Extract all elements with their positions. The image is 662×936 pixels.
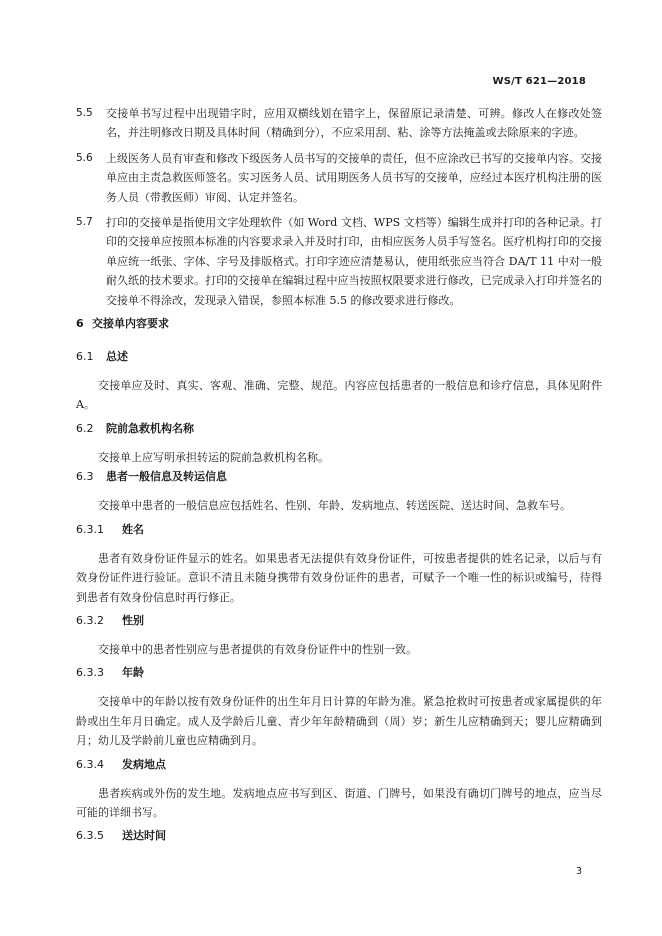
section-6-heading (76, 316, 602, 332)
heading-6-2 (76, 421, 602, 437)
heading-6-3 (76, 469, 602, 485)
heading-title: 性别 (122, 613, 144, 627)
paragraph-6-3-4: 患者疾病或外伤的发生地。发病地点应书写到区、街道、门牌号，如果没有确切门牌号的地点，应当尽可能的详细书写。 (76, 786, 602, 819)
heading-title: 院前急救机构名称 (106, 421, 194, 435)
section-title: 交接单内容要求 (92, 317, 169, 331)
paragraph-6-3-1: 患者有效身份证件显示的姓名。如果患者无法提供有效身份证件，可按患者提供的姓名记录，以后与有效身份证件进行验证。意识不清且未随身携带有效身份证件的患者，可赋予一个唯一性的标识或编号，待得到患者有效身份信息时再行修正。 (76, 551, 602, 604)
heading-number: 6.3.1 (76, 522, 104, 536)
paragraph-6-3-3: 交接单中的年龄以按有效身份证件的出生年月日计算的年龄为准。紧急抢救时可按患者或家属提供的年龄或出生年月日确定。成人及学龄后儿童、青少年年龄精确到（周）岁；新生儿应精确到天；婴儿应精确到月；幼儿及学龄前儿童也应精确到月。 (76, 695, 602, 748)
heading-title: 发病地点 (122, 757, 166, 771)
heading-title: 总述 (106, 350, 128, 364)
clause-text: 交接单书写过程中出现错字时，应用双横线划在错字上，保留原记录清楚、可辨。修改人在修改处签名，并注明修改日期及具体时间（精确到分），不应采用刮、粘、涂等方法掩盖或去除原来的字迹。 (106, 107, 602, 140)
heading-number: 6.3 (76, 470, 94, 484)
paragraph-6-3-2: 交接单中的患者性别应与患者提供的有效身份证件中的性别一致。 (98, 642, 417, 656)
standard-code: WS/T 621—2018 (492, 76, 586, 87)
paragraph-6-2: 交接单上应写明承担转运的院前急救机构名称。 (98, 450, 329, 464)
heading-number: 6.2 (76, 421, 94, 435)
heading-6-3-4 (76, 757, 602, 773)
clause-text: 打印的交接单是指使用文字处理软件（如 Word 文档、WPS 文档等）编辑生成并打印的各种记录。打印的交接单应按照本标准的内容要求录入并及时打印，由相应医务人员手写签名。医疗机构打印的交接单应统一纸张、字体、字号及排版格式。打印字迹应清楚易认，使用纸张应当符合 DA/T 11 中对一般耐久纸的技术要求。打印的交接单在编辑过程中应当按照权限要求进行修改，已完成录入打印并签名的交接单不得涂改，发现录入错误，参照本标准 5.5 的修改要求进行修改。 (106, 216, 602, 307)
heading-number: 6.3.5 (76, 829, 104, 843)
heading-6-3-2 (76, 613, 602, 629)
clause-5-5 (76, 104, 602, 143)
heading-6-3-3 (76, 665, 602, 681)
paragraph-6-3: 交接单中患者的一般信息应包括姓名、性别、年龄、发病地点、转送医院、送达时间、急救车号。 (98, 499, 571, 513)
heading-title: 姓名 (122, 522, 144, 536)
heading-number: 6.1 (76, 350, 94, 364)
heading-number: 6.3.2 (76, 613, 104, 627)
document-body (76, 104, 602, 851)
heading-title: 年龄 (122, 666, 144, 680)
page-number: 3 (575, 866, 582, 877)
clause-text: 上级医务人员有审查和修改下级医务人员书写的交接单的责任，但不应涂改已书写的交接单内容。交接单应由主责急救医师签名。实习医务人员、试用期医务人员书写的交接单，应经过本医疗机构注册的医务人员（带教医师）审阅、认定并签名。 (106, 151, 602, 204)
heading-title: 患者一般信息及转运信息 (106, 470, 227, 484)
heading-number: 6.3.3 (76, 666, 104, 680)
clause-number: 5.7 (76, 216, 93, 229)
heading-6-1 (76, 349, 602, 365)
section-number: 6 (76, 317, 84, 331)
heading-number: 6.3.4 (76, 757, 104, 771)
heading-title: 送达时间 (122, 829, 166, 843)
heading-6-3-1 (76, 522, 602, 538)
clause-5-6 (76, 149, 602, 207)
heading-6-3-5 (76, 828, 602, 844)
clause-5-7 (76, 213, 602, 310)
paragraph-6-1: 交接单应及时、真实、客观、准确、完整、规范。内容应包括患者的一般信息和诊疗信息，具体见附件 A。 (76, 379, 602, 412)
clause-number: 5.5 (76, 107, 93, 119)
clause-number: 5.6 (76, 151, 93, 164)
